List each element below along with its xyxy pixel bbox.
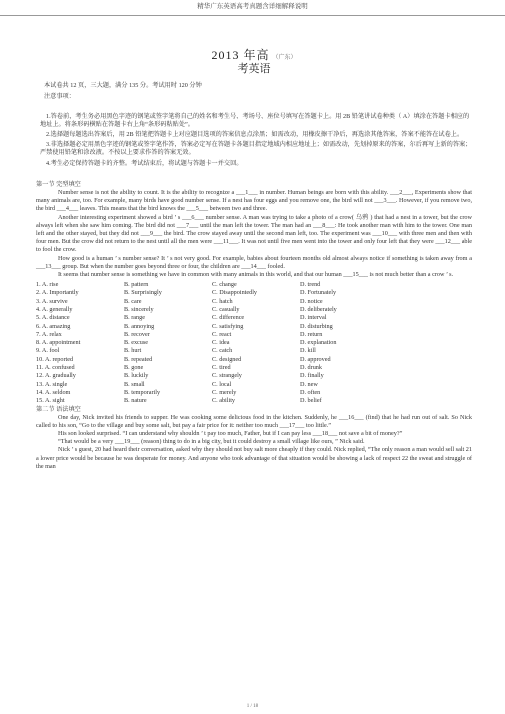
option-cell: C. catch	[212, 347, 233, 355]
option-row	[36, 364, 337, 372]
option-cell: C. difference	[212, 314, 245, 322]
option-cell: D. kill	[300, 347, 316, 355]
page-number: 1 / 18	[246, 704, 259, 710]
option-cell: D. disturbing	[300, 322, 333, 330]
option-row	[36, 331, 337, 339]
option-cell: C. local	[212, 380, 232, 388]
option-cell: C. tired	[212, 364, 231, 372]
option-cell: D. often	[300, 388, 321, 396]
option-cell: 14. A. seldom	[36, 388, 71, 396]
option-cell: 10. A. reported	[36, 355, 74, 363]
option-cell: B. recover	[124, 330, 150, 338]
exam-info: 本试卷共 12 页，三大题，满分 135 分。考试用时 120 分钟	[44, 82, 202, 90]
section2-title: 第二节 语法填空	[36, 405, 81, 413]
option-cell: D. interval	[300, 314, 327, 322]
option-cell: D. approved	[300, 355, 331, 363]
note-item: 2.选择题每题选出答案后，用 2B 铅笔把答题卡上对应题目选项的答案信息点涂黑；如需改动，用橡皮擦干净后，再选涂其他答案，答案不能答在试卷上。	[46, 131, 464, 139]
option-cell: C. satisfying	[212, 322, 244, 330]
option-cell: B. annoying	[124, 322, 155, 330]
option-cell: B. Surprisingly	[124, 289, 162, 297]
option-cell: D. deliberately	[300, 305, 337, 313]
section1-title: 第一节 完型填空	[36, 180, 81, 188]
option-cell: 5. A. distance	[36, 314, 70, 322]
option-cell: B. small	[124, 380, 145, 388]
option-cell: 6. A. amazing	[36, 322, 71, 330]
option-cell: B. care	[124, 297, 142, 305]
option-cell: D. Fortunately	[300, 289, 337, 297]
option-row	[36, 323, 337, 331]
passage-paragraph: Nick ’ s guest, 20 had heard their conversation, asked why they should not buy salt more cheaply if they could. Nick replied, “The only reason a man would sell salt 21 a lower price would be because he was desperate for money. And anyone who took advantage of that situation would be showing a lack of respect 22 the sweat and struggle of the man	[36, 446, 472, 470]
option-cell: 1. A. rise	[36, 281, 59, 289]
option-cell: C. react	[212, 330, 232, 338]
options-table	[36, 281, 337, 405]
option-row	[36, 381, 337, 389]
option-cell: D. drunk	[300, 364, 322, 372]
note-item: 1.答卷前，考生务必用黑色字迹的钢笔或签字笔将自己的姓名和考生号、考场号、座位号填写在答题卡上。用 2B 铅笔讲试卷种类（ A）填涂在答题卡相应的地址上。将条形码横贴在答题卡右上角“条形码粘贴处”。	[40, 112, 470, 128]
passage-paragraph: Another interesting experiment showed a bird ’ s ___6___ number sense. A man was trying to take a photo of a crow( 乌鸦 ) that had a nest in a tower, but the crow always left when she saw him coming. The bird did not ___7___ until the man left the tower. The man had an ___8___: He took another man with him to the tower. One man left and the other stayed, but they did not ___9___ the bird. The crow stayed away until the second man left, too. The experiment was ___10___ with three men and then with four men. But the crow did not return to the nest until all the men were ___11___. It was not until five men went into the tower and only four left that they were ___12___ able to fool the crow.	[36, 213, 472, 254]
page-header: 精华广东英语高考真题含详细解释说明	[0, 3, 505, 16]
option-cell: B. repeated	[124, 355, 153, 363]
option-cell: 8. A. appointment	[36, 339, 81, 347]
option-cell: B. nature	[124, 397, 147, 405]
option-cell: 2. A. Importantly	[36, 289, 79, 297]
title-year: 2013 年高	[211, 48, 270, 62]
title-subject: 考英语	[237, 62, 271, 75]
option-row	[36, 314, 337, 322]
option-cell: 4. A. generally	[36, 305, 73, 313]
title-region: （广东）	[272, 55, 297, 61]
passage-paragraph: His son looked surprised. “I can understand why shouldn ’ t pay too much, Father, but if I can pay less ___18___ not save a bit of money?”	[58, 430, 403, 438]
option-row	[36, 289, 337, 297]
option-cell: C. casually	[212, 305, 240, 313]
option-cell: C. ability	[212, 397, 236, 405]
option-row	[36, 347, 337, 355]
option-cell: 15. A. sight	[36, 397, 65, 405]
document-page	[36, 22, 472, 471]
passage-paragraph: Number sense is not the ability to count. It is the ability to recognize a ___1___ in number. Human beings are born with this ability. ___2___, Experiments show that many animals are, too. For example, many birds have good number sense. If a nest has four eggs and you remove one, the bird will not ___3___. However, if you remove two, the bird ___4___ leaves. This means that the bird knows the ___5___ between two and three.	[36, 189, 472, 213]
option-cell: C. merely	[212, 388, 237, 396]
passage-paragraph: One day, Nick invited his friends to supper. He was cooking some delicious food in the kitchen. Suddenly, he ___16___ (find) that he had run out of salt. So Nick called to his son, “Go to the village and buy some salt, but pay a fair price for it: neither too much ___17___ too little.”	[36, 413, 472, 429]
option-cell: B. temporarily	[124, 388, 161, 396]
option-cell: 9. A. fool	[36, 347, 60, 355]
option-row	[36, 372, 337, 380]
option-cell: C. designed	[212, 355, 242, 363]
option-cell: 3. A. survive	[36, 297, 68, 305]
option-row	[36, 356, 337, 364]
option-cell: B. sincerely	[124, 305, 154, 313]
notice-title: 注意事项：	[44, 92, 75, 100]
grammar-passage	[36, 414, 472, 471]
option-cell: B. gone	[124, 364, 144, 372]
notes-list	[36, 113, 472, 168]
option-cell: B. pattern	[124, 281, 149, 289]
option-cell: D. finally	[300, 372, 324, 380]
option-row	[36, 298, 337, 306]
option-cell: D. explanation	[300, 339, 337, 347]
option-cell: B. excuse	[124, 339, 149, 347]
passage-paragraph: How good is a human ’ s number sense? It ’ s not very good. For example, babies about fourteen months old almost always notice if something is taken away from a ___13___ group. But when the number goes beyond three or four, the children are ___14___ fooled.	[36, 254, 472, 270]
note-item: 3.非选择题必定用黑色字迹的钢笔或签字笔作答，答案必定写在答题卡各题目指定地域内相应地址上；如需改动，先划掉原来的答案，尔后再写上新的答案；严禁使用铅笔和涂改液。不按以上要求作答的答案无效。	[40, 141, 472, 157]
option-cell: 13. A. single	[36, 380, 68, 388]
option-cell: C. change	[212, 281, 237, 289]
option-row	[36, 397, 337, 405]
option-cell: 12. A. gradually	[36, 372, 76, 380]
option-row	[36, 389, 337, 397]
option-cell: C. strangely	[212, 372, 242, 380]
cloze-passage	[36, 189, 472, 279]
option-cell: D. belief	[300, 397, 322, 405]
note-item: 4.考生必定保持答题卡的齐整。考试结束后，将试题与答题卡一并交回。	[46, 159, 243, 167]
option-cell: 7. A. relax	[36, 330, 62, 338]
title-block	[36, 48, 472, 76]
option-cell: C. hatch	[212, 297, 233, 305]
option-cell: D. return	[300, 330, 323, 338]
option-cell: B. luckily	[124, 372, 149, 380]
option-cell: C. Disappointedly	[212, 289, 258, 297]
option-row	[36, 306, 337, 314]
option-cell: D. trend	[300, 281, 321, 289]
option-cell: B. range	[124, 314, 145, 322]
option-row	[36, 339, 337, 347]
option-cell: D. notice	[300, 297, 323, 305]
option-cell: 11. A. confused	[36, 364, 75, 372]
option-cell: D. new	[300, 380, 318, 388]
option-row	[36, 281, 337, 289]
passage-paragraph: It seems that number sense is something we have in common with many animals in this world, and that our human ___15___ is not much better than a crow ’ s.	[58, 270, 454, 278]
option-cell: C. idea	[212, 339, 230, 347]
option-cell: B. hurt	[124, 347, 142, 355]
passage-paragraph: “That would be a very ___19___ (reason) thing to do in a big city, but it could destroy a small village like ours, ” Nick said.	[58, 438, 365, 446]
